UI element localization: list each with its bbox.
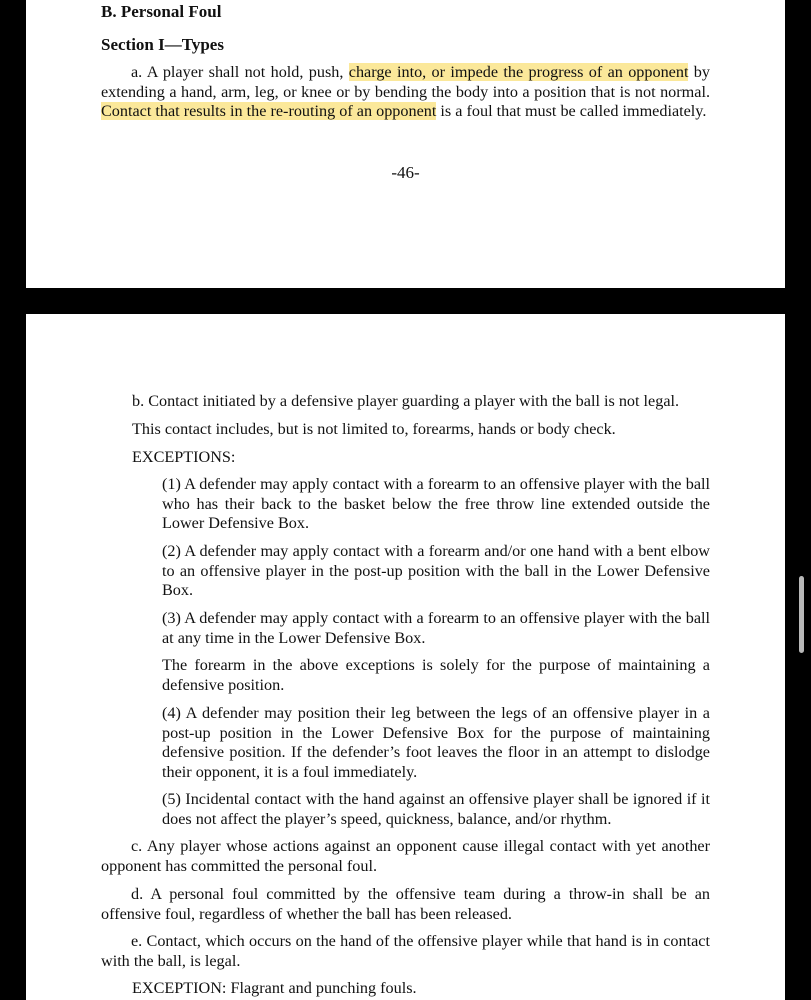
paragraph-a [101, 63, 710, 122]
para-a-text-middle: by extending a hand, arm, leg, or knee or by bending the body into a position that is not normal. [101, 63, 710, 101]
heading-personal-foul: B. Personal Foul [101, 2, 222, 21]
exception-1: (1) A defender may apply contact with a forearm to an offensive player with the ball who has their back to the basket below the free throw line extended outside the Lower Defensive Box. [162, 475, 710, 532]
exception-5: (5) Incidental contact with the hand against an offensive player shall be ignored if it does not affect the player’s speed, quickness, balance, and/or rhythm. [162, 790, 710, 828]
scrollbar-thumb[interactable] [799, 576, 804, 653]
exceptions-label: EXCEPTIONS: [132, 448, 236, 466]
page-number: -46- [391, 163, 420, 182]
highlight-re-routing: Contact that results in the re-routing of an opponent [101, 102, 437, 120]
paragraph-b-line1: b. Contact initiated by a defensive player guarding a player with the ball is not legal. [132, 392, 680, 410]
para-a-text-start: a. A player shall not hold, push, [131, 63, 349, 81]
document-page-47 [26, 314, 785, 1000]
forearm-note: The forearm in the above exceptions is solely for the purpose of maintaining a defensive position. [162, 656, 710, 694]
paragraph-b-line2: This contact includes, but is not limited to, forearms, hands or body check. [132, 420, 616, 438]
exception-4: (4) A defender may position their leg between the legs of an offensive player in a post-up position in the Lower Defensive Box for the purpose of maintaining defensive position. If the defender’s foot leaves the floor in an attempt to dislodge their opponent, it is a foul immediately. [162, 704, 710, 781]
para-a-text-end: is a foul that must be called immediately. [436, 102, 707, 120]
paragraph-d: d. A personal foul committed by the offensive team during a throw-in shall be an offensive foul, regardless of whether the ball has been released. [101, 885, 710, 923]
document-page-46 [26, 0, 785, 288]
exception-2: (2) A defender may apply contact with a forearm and/or one hand with a bent elbow to an offensive player in the post-up position with the ball in the Lower Defensive Box. [162, 542, 710, 599]
paragraph-e: e. Contact, which occurs on the hand of the offensive player while that hand is in contact with the ball, is legal. [101, 932, 710, 970]
highlight-charge-into: charge into, or impede the progress of an opponent [348, 63, 689, 81]
section-heading: Section I—Types [101, 35, 224, 54]
exception-final: EXCEPTION: Flagrant and punching fouls. [132, 979, 417, 997]
exception-3: (3) A defender may apply contact with a forearm to an offensive player with the ball at any time in the Lower Defensive Box. [162, 609, 710, 647]
paragraph-c: c. Any player whose actions against an opponent cause illegal contact with yet another opponent has committed the personal foul. [101, 837, 710, 875]
